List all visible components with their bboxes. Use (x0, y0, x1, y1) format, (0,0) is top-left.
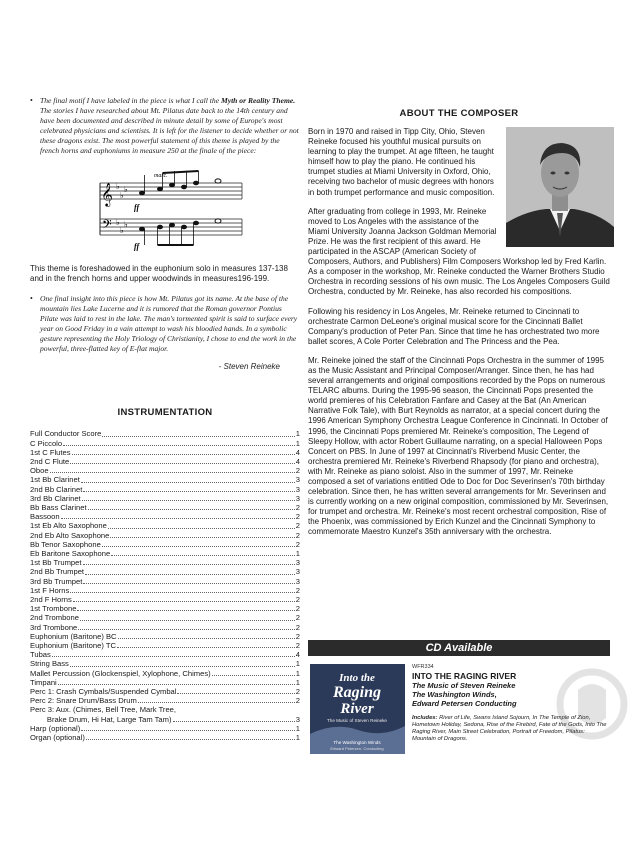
bio-paragraph: Mr. Reineke joined the staff of the Cincinnati Pops Orchestra in the summer of 1995 as the Music Assistant and Principal Composer/Arranger. Since then, he has had several arrangements and original compositions recorded by the Pops on numerous TELARC albums. During the 1995-96 season, the Cincinnati Pops presented the world premieres of his Celebration Fanfare and Casey at the Bat (An American Narrative Folk Tale), with Burt Reynolds as narrator, at a special concert during the 1996 American Symphony Orchestra League Conference in Cincinnati. In October of 1996, the Cincinnati Pops premiered Mr. Reineke's composition, The Legend of Sleepy Hollow, with actor Robert Guillaume narrating, on a special Halloween Pops Concert on PBS. In June of 1997 at Cincinnati's Riverbend Music Center, the orchestra premiered Mr. Reineke's Riverbend Rhapsody (for piano and orchestra), with Mr. Reineke as piano soloist. Also in the summer of 1997, Mr. Reineke composed a set of variations entitled Ode to Doc for Doc Severinsen's 70th birthday celebration. Since then, he has written several arrangements for Mr. Severinsen and is currently working on a new original composition, commissioned by Mr. Severinsen, for trumpet and orchestra. Mr. Reineke's most recent orchestral composition, Rise of the Phoenix, was commissioned by Erich Kunzel and the Cincinnati Symphony to commemorate Maestro Kunzel's 35th anniversary with the orchestra. (308, 355, 609, 537)
cover-conductor: Edward Petersen, Conducting (330, 746, 384, 751)
music-score-excerpt (92, 167, 262, 251)
cover-byline: The Music of Steven Reineke (326, 718, 388, 723)
instrument-name: 1st F Horns (30, 585, 70, 595)
cover-title-line3: River (340, 701, 374, 717)
instrument-quantity: 2 (295, 687, 300, 696)
instrument-row (30, 724, 300, 733)
instrument-row (30, 733, 300, 742)
instrument-quantity: 2 (295, 585, 300, 595)
instrument-quantity: 2 (295, 521, 300, 531)
note1-emphasis: Myth or Reality Theme. (220, 96, 296, 105)
instrument-row (30, 429, 300, 438)
instrument-name: Perc 2: Snare Drum/Bass Drum (30, 696, 137, 706)
instrument-quantity: 2 (295, 640, 300, 650)
bullet-icon: • (30, 293, 33, 303)
composer-photo (506, 127, 614, 247)
instrument-quantity: 1 (295, 723, 300, 733)
bio-paragraph: Born in 1970 and raised in Tipp City, Ohio, Steven Reineke focused his youthful musical pursuits on learning to play the trumpet. At age fifteen, he taught himself how to play the piano. He continued his trumpet studies at Miami University in Oxford, Ohio, receiving two bachelor of music degrees with honors in both trumpet performance and music composition. (308, 127, 495, 197)
leader-dots (50, 472, 295, 473)
instrument-name: Bb Tenor Saxophone (30, 539, 101, 549)
leader-dots (118, 638, 295, 639)
instrument-row (30, 687, 300, 696)
instrument-row (30, 678, 300, 687)
instrument-name: C Piccolo (30, 438, 63, 448)
instrument-quantity: 2 (295, 631, 300, 641)
instrument-row (30, 659, 300, 668)
leader-dots (70, 463, 295, 464)
instrument-name: 1st Bb Trumpet (30, 558, 82, 568)
instrument-quantity: 3 (295, 567, 300, 577)
instrument-name: Timpani (30, 677, 57, 687)
instrumentation-list (30, 429, 300, 742)
leader-dots (102, 436, 294, 437)
instrument-name: Perc 3: Aux. (Chimes, Bell Tree, Mark Tree, (30, 705, 177, 715)
instrument-name: 1st Trombone (30, 604, 77, 614)
cd-cover-art (310, 664, 405, 754)
instrument-name: Oboe (30, 466, 49, 476)
instrument-quantity: 1 (295, 668, 300, 678)
bio-paragraph: Following his residency in Los Angeles, Mr. Reineke returned to Cincinnati to orchestrate Carmon DeLeone's original musical score for the Cincinnati Ballet Company's production of Peter Pan. Since that time he has orchestrated two more ballet scores, A Cole Porter Celebration and The Princess and the Pea. (308, 306, 600, 346)
instrument-name: 1st Eb Alto Saxophone (30, 521, 107, 531)
instrument-name: Brake Drum, Hi Hat, Large Tam Tam) (30, 714, 172, 724)
instrument-name: 1st C Flutes (30, 447, 71, 457)
treble-clef-icon: 𝄞 (101, 181, 113, 206)
instrument-row (30, 512, 300, 521)
instrument-row (30, 448, 300, 457)
cover-title-line2: Raging (332, 684, 382, 701)
leader-dots (81, 730, 295, 731)
instrument-row (30, 650, 300, 659)
instrument-quantity: 1 (295, 429, 300, 439)
instrument-quantity: 3 (295, 558, 300, 568)
instrument-row (30, 494, 300, 503)
note2-text: One final insight into this piece is how Mt. Pilatus got its name. At the base of the mountain lies Lake Lucerne and it is rumored that the Roman governor Pontius Pilate was laid to rest in the lake. The man's tormented spirit is said to surface every year on Good Friday in a vain attempt to wash his bloodied hands. In a symbolic gesture representing the Holy Triology of Christianity, I chose to end the work in the powerful, three-flatted key of E-flat major. (40, 293, 298, 354)
instrument-row (30, 540, 300, 549)
instrument-row (30, 604, 300, 613)
leader-dots (70, 666, 295, 667)
leader-dots (102, 546, 295, 547)
instrument-row (30, 669, 300, 678)
instrument-quantity: 1 (295, 438, 300, 448)
instrument-quantity: 3 (295, 493, 300, 503)
instrument-quantity: 1 (295, 677, 300, 687)
instrument-row (30, 531, 300, 540)
cd-subtitle-3: Edward Petersen Conducting (412, 699, 517, 709)
leader-dots (111, 555, 295, 556)
leader-dots (73, 601, 295, 602)
instrument-name: 1st Bb Clarinet (30, 475, 80, 485)
instrument-quantity: 2 (295, 604, 300, 614)
instrument-name: 2nd C Flute (30, 456, 70, 466)
instrument-name: Mallet Percussion (Glockenspiel, Xylophone, Chimes) (30, 668, 211, 678)
leader-dots (81, 482, 295, 483)
instrument-quantity: 2 (295, 502, 300, 512)
instrument-name: 3rd Bb Clarinet (30, 493, 81, 503)
instrument-quantity: 2 (295, 512, 300, 522)
dynamic-ff-top: ff (134, 202, 140, 212)
instrument-quantity: 3 (295, 576, 300, 586)
cd-includes-label: Includes: (412, 714, 438, 721)
svg-text:♭: ♭ (124, 184, 128, 194)
tempo-mark: marc. (154, 172, 168, 179)
instrument-row (30, 485, 300, 494)
instrument-quantity: 3 (295, 475, 300, 485)
instrument-quantity: 2 (295, 539, 300, 549)
instrument-quantity: 2 (295, 466, 300, 476)
svg-text:♭: ♭ (120, 225, 124, 235)
instrument-row (30, 558, 300, 567)
instrument-quantity: 4 (295, 650, 300, 660)
leader-dots (108, 528, 295, 529)
left-column (30, 96, 300, 742)
publisher-logo-watermark-icon (556, 668, 628, 740)
instrument-quantity: 4 (295, 456, 300, 466)
instrument-name: Tubas (30, 650, 51, 660)
instrument-name: 2nd Bb Trumpet (30, 567, 85, 577)
leader-dots (83, 564, 295, 565)
instrument-quantity: 2 (295, 622, 300, 632)
svg-text:♭: ♭ (116, 217, 120, 227)
instrument-row (30, 503, 300, 512)
program-note-myth-theme (30, 96, 300, 157)
bass-clef-icon: 𝄢 (102, 216, 112, 235)
leader-dots (177, 693, 294, 694)
instrument-name: Euphonium (Baritone) TC (30, 640, 116, 650)
leader-dots (82, 500, 295, 501)
note1-text-before: The final motif I have labeled in the piece is what I call the (40, 96, 220, 105)
cd-catalog-number: WFR334 (412, 664, 434, 670)
instrument-name: 2nd Bb Clarinet (30, 484, 83, 494)
leader-dots (80, 620, 295, 621)
cd-subtitle-2: The Washington Winds, (412, 690, 497, 700)
right-column (308, 108, 610, 547)
leader-dots (173, 721, 295, 722)
leader-dots (61, 518, 295, 519)
instrument-row (30, 715, 300, 724)
instrumentation-heading: INSTRUMENTATION (117, 407, 213, 419)
leader-dots (88, 509, 295, 510)
leader-dots (77, 610, 294, 611)
leader-dots (70, 592, 295, 593)
about-composer-heading: ABOUT THE COMPOSER (399, 108, 519, 119)
instrument-name: Bb Bass Clarinet (30, 502, 87, 512)
instrument-row (30, 567, 300, 576)
leader-dots (86, 739, 295, 740)
dynamic-ff-bottom: ff (134, 241, 140, 251)
instrument-row (30, 586, 300, 595)
instrument-name: Full Conductor Score (30, 429, 102, 439)
instrument-row (30, 457, 300, 466)
instrument-name: 3rd Trombone (30, 622, 78, 632)
instrument-quantity: 1 (295, 659, 300, 669)
instrument-row (30, 632, 300, 641)
instrument-name: 2nd F Horns (30, 594, 72, 604)
instrument-name: Organ (optional) (30, 733, 85, 743)
program-note-pilatus-name (30, 294, 300, 355)
svg-text:♭: ♭ (124, 219, 128, 229)
leader-dots (138, 702, 295, 703)
leader-dots (58, 684, 295, 685)
cover-title-line1: Into the (339, 672, 375, 684)
instrument-name: String Bass (30, 659, 69, 669)
instrument-row (30, 549, 300, 558)
instrument-quantity: 3 (295, 714, 300, 724)
instrument-quantity: 2 (295, 613, 300, 623)
instrument-name: 2nd Trombone (30, 613, 79, 623)
instrument-row (30, 439, 300, 448)
bio-paragraph: After graduating from college in 1993, Mr. Reineke moved to Los Angeles with the assistance of the Miami University Joanna Jackson Goldman Memorial Prize. He was the first recipient of this award. He participated in the ASCAP (American Society of Composers, Authors, and Publishers) Film Composers Workshop led by Fred Karlin. As a composer in the workshop, Mr. Reineke conducted the Warner Brothers Studio Orchestra in recording sessions of his own music. The Los Angeles Composers Guild Orchestra, conducted by Mr. Reineke, has also recorded his compositions. (308, 206, 610, 297)
cd-title: INTO THE RAGING RIVER (412, 671, 517, 681)
instrument-quantity: 1 (295, 733, 300, 743)
svg-text:♭: ♭ (120, 190, 124, 200)
leader-dots (110, 537, 294, 538)
instrument-quantity: 2 (295, 530, 300, 540)
note1-text-after: The stories I have researched about Mt. Pilatus date back to the 14th century and have been documented and described in minute detail by some of Europe's most celebrated physicians and scientists. It is left for the listener to decide whether or not these dragons exist. The most powerful statement of this theme is played by the french horns and euphoniums in measure 250 at the finale of the piece: (40, 106, 299, 156)
leader-dots (63, 445, 295, 446)
instrument-name: Harp (optional) (30, 723, 81, 733)
instrument-quantity: 1 (295, 548, 300, 558)
leader-dots (85, 574, 295, 575)
cd-subtitle-1: The Music of Steven Reineke (412, 681, 516, 690)
instrument-name: Eb Baritone Saxophone (30, 548, 111, 558)
cover-ensemble: The Washington Winds (333, 740, 381, 745)
leader-dots (52, 656, 295, 657)
svg-text:♭: ♭ (116, 181, 120, 191)
leader-dots (212, 675, 295, 676)
cd-available-banner: CD Available (308, 640, 610, 656)
leader-dots (83, 491, 294, 492)
instrument-row (30, 466, 300, 475)
instrument-quantity: 4 (295, 447, 300, 457)
instrument-name: Euphonium (Baritone) BC (30, 631, 117, 641)
instrument-row (30, 475, 300, 484)
instrument-row (30, 705, 300, 714)
instrument-name: 2nd Eb Alto Saxophone (30, 530, 110, 540)
instrument-name: Perc 1: Crash Cymbals/Suspended Cymbal (30, 687, 177, 696)
instrument-row (30, 641, 300, 650)
instrument-row (30, 623, 300, 632)
instrument-quantity: 2 (295, 594, 300, 604)
leader-dots (117, 647, 295, 648)
bullet-icon: • (30, 96, 33, 105)
instrument-quantity: 2 (295, 696, 300, 706)
leader-dots (83, 583, 294, 584)
instrument-name: Bassoon (30, 512, 60, 522)
instrument-row (30, 521, 300, 530)
cd-includes-text: River of Life, Swans Island Sojourn, In The Temple of Zion, Hometown Holiday, Sedona, Rise of the Firebird, Fate of the Gods, Into The Raging River, Main Street Celebration, Portrait of Freedom, Pilatus: Mountain of Dragons. (412, 714, 607, 743)
instrument-row (30, 613, 300, 622)
foreshadow-paragraph: This theme is foreshadowed in the euphonium solo in measures 137-138 and in the french horns and upper woodwinds in measures196-199. (30, 263, 288, 283)
leader-dots (78, 629, 294, 630)
leader-dots (72, 454, 295, 455)
instrument-row (30, 595, 300, 604)
instrument-row (30, 696, 300, 705)
composer-bio (308, 127, 610, 538)
author-signature: - Steven Reineke (218, 362, 280, 372)
instrument-name: 3rd Bb Trumpet (30, 576, 83, 586)
instrument-quantity: 3 (295, 484, 300, 494)
instrument-row (30, 577, 300, 586)
